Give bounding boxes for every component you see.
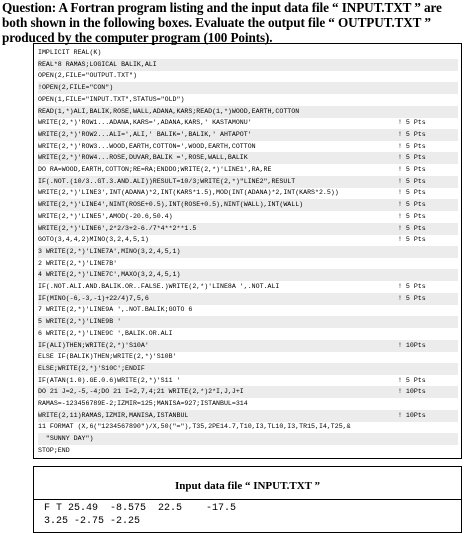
points-comment: ! 5 Pts xyxy=(398,119,426,127)
code-text: REAL*8 RAMAS;LOGICAL BALIK,ALI xyxy=(38,60,157,68)
program-line xyxy=(38,269,458,281)
code-text: STOP;END xyxy=(38,446,70,454)
code-text: IF(ALI)THEN;WRITE(2,*)'S10A' xyxy=(38,341,149,349)
points-comment: ! 5 Pts xyxy=(398,376,426,384)
points-comment: ! 5 Pts xyxy=(398,201,426,209)
program-line xyxy=(38,328,458,340)
code-text: OPEN(1,FILE="INPUT.TXT",STATUS="OLD") xyxy=(38,95,185,103)
program-line xyxy=(38,199,458,211)
program-line xyxy=(38,164,458,176)
code-text: GOTO(3,4,4,2)MINO(3,2,4,5,1) xyxy=(38,236,149,244)
code-text: WRITE(2,*)'LINE6',2*2/3+2-6./7*4**2**1.5 xyxy=(38,224,197,232)
program-line xyxy=(38,340,458,352)
code-text: 5 WRITE(2,*)'LINE9B ' xyxy=(38,318,122,326)
points-comment: ! 10Pts xyxy=(398,411,426,419)
program-line xyxy=(38,433,458,445)
code-text: WRITE(2,*)'ROW4...ROSE,DUVAR,BALIK =',ROSE,WALL,BALIK xyxy=(38,154,248,162)
program-line xyxy=(38,234,458,246)
program-line xyxy=(38,211,458,223)
code-text: WRITE(2,*)'LINE3',INT(ADANA)*2,INT(KARS*1.5),MOD(INT(ADANA)*2,INT(KARS*2.5)) xyxy=(38,189,339,197)
input-data-line-1: F T 25.49 -8.575 22.5 -17.5 xyxy=(44,503,237,514)
code-text: ELSE IF(BALIK)THEN;WRITE(2,*)'S10B' xyxy=(38,353,177,361)
code-text: 11 FORMAT (X,6("1234567890")/X,50("="),T35,2PE14.7,T10,I3,TL10,I3,TR15,I4,T25,& xyxy=(38,423,351,431)
code-text: WRITE(2,11)RAMAS,IZMIR,MANISA,ISTANBUL xyxy=(38,411,189,419)
code-text: !OPEN(2,FILE="CON") xyxy=(38,84,114,92)
points-comment: ! 5 Pts xyxy=(398,154,426,162)
points-comment: ! 5 Pts xyxy=(398,166,426,173)
code-text: DO 21 J=2,-5,-4;DO 21 I=2,7,4;21 WRITE(2,*)2*I,J,J+I xyxy=(38,388,244,396)
program-line xyxy=(38,421,458,433)
points-comment: ! 5 Pts xyxy=(398,130,426,138)
code-text: DO RA=WOOD,EARTH,COTTON;RE=RA;ENDDO;WRITE(2,*)'LINE1',RA,RE xyxy=(38,166,272,173)
code-text: WRITE(2,*)'LINE4',NINT(ROSE+0.5),INT(ROSE+0.5),NINT(WALL),INT(WALL) xyxy=(38,201,304,209)
program-line xyxy=(38,117,458,129)
code-text: ELSE;WRITE(2,*)'S10C';ENDIF xyxy=(38,364,145,372)
program-line xyxy=(38,281,458,293)
code-text: IMPLICIT REAL(K) xyxy=(38,49,102,56)
program-listing-box xyxy=(33,43,462,459)
program-line xyxy=(38,293,458,305)
program-line xyxy=(38,410,458,422)
program-line xyxy=(38,94,458,106)
points-comment: ! 5 Pts xyxy=(398,236,426,244)
points-comment: ! 5 Pts xyxy=(398,294,426,302)
program-line xyxy=(38,176,458,188)
program-line xyxy=(38,386,458,398)
program-line xyxy=(38,141,458,153)
code-text: WRITE(2,*)'ROW1...ADANA,KARS=',ADANA,KARS,' KASTAMONU' xyxy=(38,119,252,127)
code-text: WRITE(2,*)'ROW2...ALI=',ALI,' BALIK=',BALIK,' AHTAPOT' xyxy=(38,130,252,138)
code-text: WRITE(2,*)'LINE5',AMOD(-20.6,50.4) xyxy=(38,212,173,220)
program-line xyxy=(38,351,458,363)
points-comment: ! 5 Pts xyxy=(398,224,426,232)
program-line xyxy=(38,304,458,316)
program-line xyxy=(38,363,458,375)
points-comment: ! 5 Pts xyxy=(398,177,426,185)
code-text: "SUNNY DAY") xyxy=(38,435,94,443)
program-line xyxy=(38,316,458,328)
program-line xyxy=(38,152,458,164)
points-comment: ! 10Pts xyxy=(398,341,426,349)
code-text: 2 WRITE(2,*)'LINE7B' xyxy=(38,259,118,267)
code-text: IF(.NOT.(10/3..GT.3.AND.ALI))RESULT=10/3;WRITE(2,*)"LINE2",RESULT xyxy=(38,177,296,185)
input-box-divider xyxy=(34,499,461,500)
code-text: RAMAS=-123456789E-2;IZMIR=125;MANISA=927;ISTANBUL=314 xyxy=(38,400,248,407)
code-text: IF(ATAN(1.0).GE.0.6)WRITE(2,*)'S11 ' xyxy=(38,376,181,384)
program-line xyxy=(38,398,458,410)
code-text: IF(MINO(-6,-3,-1)+22/4)7,5,6 xyxy=(38,294,149,302)
code-text: IF(.NOT.ALI.AND.BALIK.OR..FALSE.)WRITE(2,*)'LINE8A ',.NOT.ALI xyxy=(38,283,280,290)
code-text: READ(1,*)ALI,BALIK,ROSE,WALL,ADANA,KARS;READ(1,*)WOOD,EARTH,COTTON xyxy=(38,107,300,115)
code-text: 4 WRITE(2,*)'LINE7C',MAXO(3,2,4,5,1) xyxy=(38,271,181,279)
code-text: 3 WRITE(2,*)'LINE7A',MINO(3,2,4,5,1) xyxy=(38,247,181,255)
program-line xyxy=(38,187,458,199)
program-line xyxy=(38,445,458,457)
input-box-title: Input data file “ INPUT.TXT ” xyxy=(174,480,321,492)
points-comment: ! 5 Pts xyxy=(398,212,426,220)
program-line xyxy=(38,223,458,235)
program-line xyxy=(38,70,458,82)
points-comment: ! 5 Pts xyxy=(398,189,426,197)
program-line xyxy=(38,82,458,94)
program-line xyxy=(38,258,458,270)
points-comment: ! 10Pts xyxy=(398,388,426,396)
points-comment: ! 5 Pts xyxy=(398,283,426,290)
program-line xyxy=(38,47,458,59)
program-line xyxy=(38,375,458,387)
input-data-box xyxy=(33,466,462,533)
input-data-line-2: 3.25 -2.75 -2.25 xyxy=(44,516,141,527)
program-line xyxy=(38,246,458,258)
program-line xyxy=(38,59,458,71)
program-line xyxy=(38,106,458,118)
points-comment: ! 5 Pts xyxy=(398,142,426,150)
program-line xyxy=(38,129,458,141)
question-text: Question: A Fortran program listing and the input data file “ INPUT.TXT ” are both shown in the following boxes. Evaluate the output file “ OUTPUT.TXT ” produced by the computer program (100 Points). xyxy=(2,0,442,45)
code-text: 6 WRITE(2,*)'LINE9C ',BALIK.OR.ALI xyxy=(38,329,173,337)
code-text: 7 WRITE(2,*)'LINE9A ',.NOT.BALIK;GOTO 6 xyxy=(38,306,193,314)
code-text: WRITE(2,*)'ROW3...WOOD,EARTH,COTTON=',WOOD,EARTH,COTTON xyxy=(38,142,256,150)
code-text: OPEN(2,FILE="OUTPUT.TXT") xyxy=(38,72,137,80)
